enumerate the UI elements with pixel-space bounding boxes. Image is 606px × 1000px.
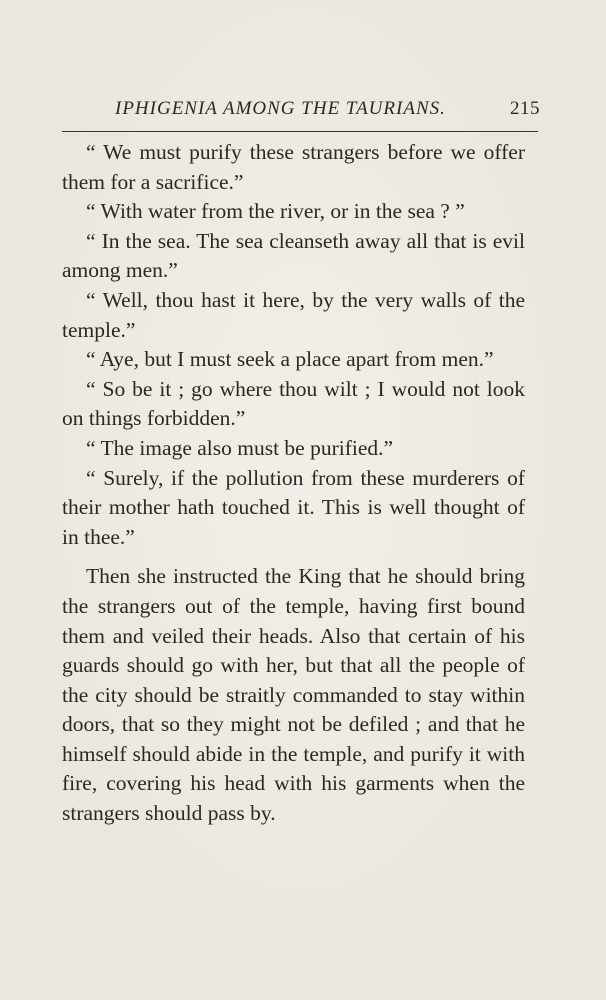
dialogue-paragraph: “ Aye, but I must seek a place apart from men.” [86,347,494,372]
dialogue-paragraph: “ With water from the river, or in the sea ? ” [86,199,465,224]
dialogue-paragraph: “ The image also must be purified.” [86,435,394,460]
narrative-paragraph: Then she instructed the King that he should bring the strangers out of the temple, having first bound them and veiled their heads. Also that certain of his guards should go with her, but that all the people of the city should be straitly commanded to stay within doors, that so they might not be defiled ; and that he himself should abide in the temple, and purify it with fire, covering his head with his garments when the strangers should pass by. [62,564,525,826]
dialogue-paragraph: “ Surely, if the pollution from these murderers of their mother hath touched it. This is well thought of in thee.” [62,465,525,549]
header-rule [62,131,538,132]
dialogue-paragraph: “ So be it ; go where thou wilt ; I would not look on things forbidden.” [62,376,525,431]
dialogue-paragraph: “ We must purify these strangers before we offer them for a sacrifice.” [62,140,525,194]
running-head [60,98,540,128]
dialogue-paragraph: “ Well, thou hast it here, by the very walls of the temple.” [62,287,525,342]
running-title: IPHIGENIA AMONG THE TAURIANS. [115,98,446,119]
dialogue-paragraph: “ In the sea. The sea cleanseth away all that is evil among men.” [62,228,525,283]
body-text [62,138,525,829]
page-number: 215 [510,98,540,119]
